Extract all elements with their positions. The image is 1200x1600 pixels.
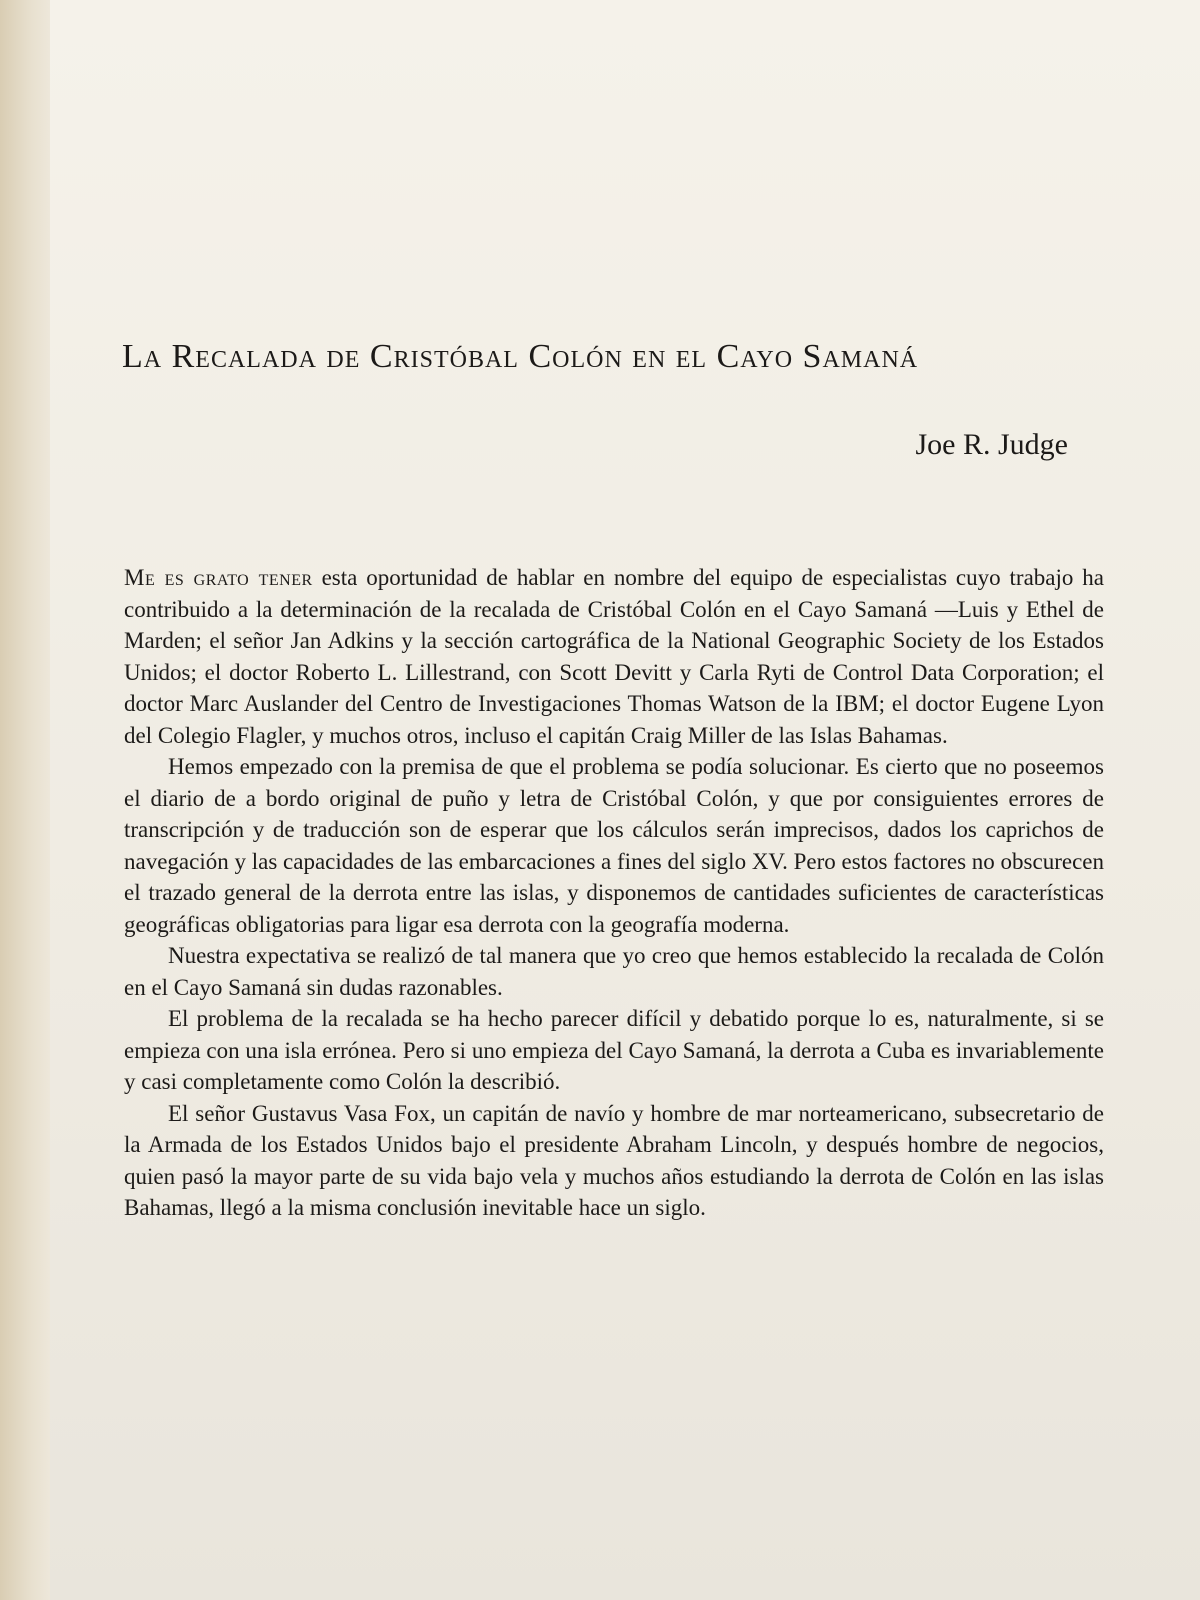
paragraph-1 — [124, 562, 1104, 751]
paragraph-1-text: esta oportunidad de hablar en nombre del equipo de especialistas cuyo trabajo ha contribuido a la determinación de la recalada de Cristóbal Colón en el Cayo Samaná —Luis y Ethel de Marden; el señor Jan Adkins y la sección cartográfica de la National Geographic Society de los Estados Unidos; el doctor Roberto L. Lillestrand, con Scott Devitt y Carla Ryti de Control Data Corporation; el doctor Marc Auslander del Centro de Investigaciones Thomas Watson de la IBM; el doctor Eugene Lyon del Colegio Flagler, y muchos otros, incluso el capitán Craig Miller de las Islas Bahamas. — [124, 565, 1104, 748]
paragraph-3: Nuestra expectativa se realizó de tal manera que yo creo que hemos establecido la recalada de Colón en el Cayo Samaná sin dudas razonables. — [124, 943, 1104, 1000]
paragraph-5: El señor Gustavus Vasa Fox, un capitán de navío y hombre de mar norteamericano, subsecretario de la Armada de los Estados Unidos bajo el presidente Abraham Lincoln, y después hombre de negocios, quien pasó la mayor parte de su vida bajo vela y muchos años estudiando la derrota de Colón en las islas Bahamas, llegó a la misma conclusión inevitable hace un siglo. — [124, 1100, 1104, 1220]
paragraph-2: Hemos empezado con la premisa de que el problema se podía solucionar. Es cierto que no poseemos el diario de a bordo original de puño y letra de Cristóbal Colón, y que por consiguientes errores de transcripción y de traducción son de esperar que los cálculos serán imprecisos, dados los caprichos de navegación y las capacidades de las embarcaciones a fines del siglo XV. Pero estos factores no obscurecen el trazado general de la derrota entre las islas, y disponemos de cantidades suficientes de características geográficas obligatorias para ligar esa derrota con la geografía moderna. — [124, 754, 1104, 937]
lead-in-small-caps: Me es grato tener — [124, 565, 313, 590]
author-name: Joe R. Judge — [915, 428, 1068, 461]
article-title: La Recalada de Cristóbal Colón en el Cayo Samaná — [122, 338, 919, 375]
paragraph-4: El problema de la recalada se ha hecho parecer difícil y debatido porque lo es, naturalmente, si se empieza con una isla errónea. Pero si uno empieza del Cayo Samaná, la derrota a Cuba es invariablemente y casi completamente como Colón la describió. — [124, 1006, 1104, 1094]
article-body — [124, 562, 1104, 1224]
